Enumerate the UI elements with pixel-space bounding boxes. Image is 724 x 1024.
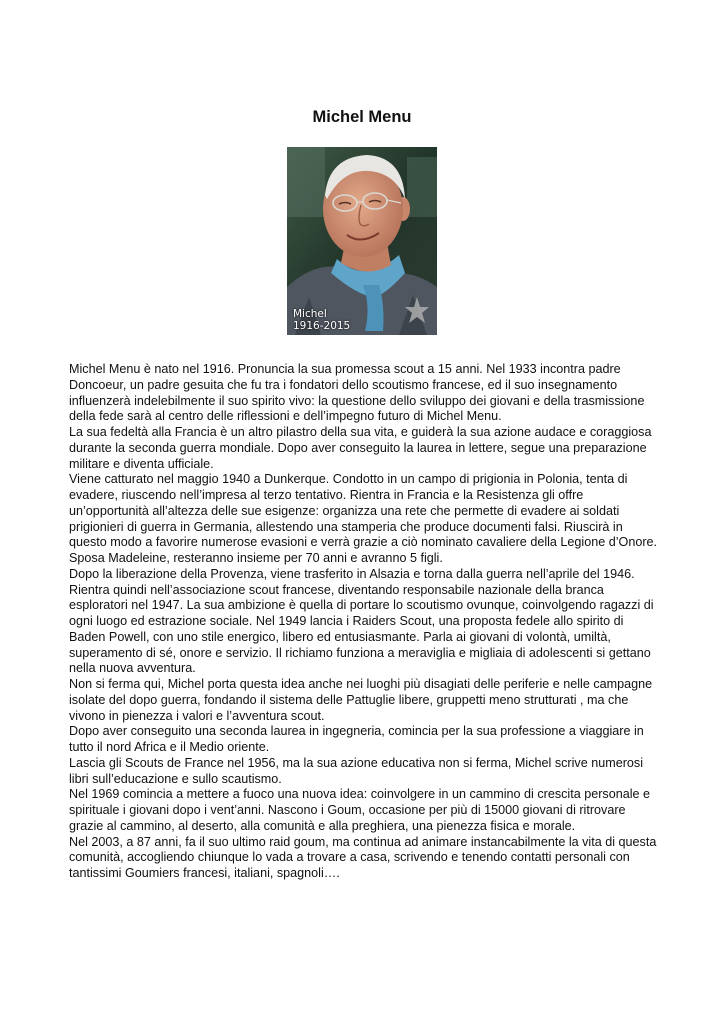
portrait-photo <box>287 147 437 335</box>
paragraph: Dopo la liberazione della Provenza, viene trasferito in Alsazia e torna dalla guerra nell’aprile del 1946. Rientra quindi nell’associazione scout francese, diventando responsabile nazionale della branca esploratori nel 1947. La sua ambizione è quella di portare lo scoutismo ovunque, coinvolgendo ragazzi di ogni luogo ed estrazione sociale. Nel 1949 lancia i Raiders Scout, una proposta fedele allo spirito di Baden Powell, con uno stile energico, libero ed entusiasmante. Parla ai giovani di volontà, umiltà, superamento di sé, onore e servizio. Il richiamo funziona a meraviglia e migliaia di adolescenti si gettano nella nuova avventura. <box>69 566 654 676</box>
paragraph: Nel 1969 comincia a mettere a fuoco una nuova idea: coinvolgere in un cammino di crescita personale e spirituale i giovani dopo i vent’anni. Nascono i Goum, occasione per più di 15000 giovani di ritrovare grazie al cammino, al deserto, alla comunità e alla preghiera, una pienezza fisica e morale. <box>69 787 651 833</box>
paragraph: Michel Menu è nato nel 1916. Pronuncia la sua promessa scout a 15 anni. Nel 1933 incontra padre Doncoeur, un padre gesuita che fu tra i fondatori dello scoutismo francese, ed il suo insegnamento influenzerà indelebilmente il suo spirito vivo: la questione dello sviluppo dei giovani e della trasmissione della fede sarà al centro delle riflessioni e dell’impegno futuro di Michel Menu. <box>69 362 645 424</box>
paragraph: Dopo aver conseguito una seconda laurea in ingegneria, comincia per la sua professione a viaggiare in tutto il nord Africa e il Medio oriente. <box>69 724 644 754</box>
page-title: Michel Menu <box>312 108 412 126</box>
portrait-illustration <box>287 147 437 335</box>
paragraph: Lascia gli Scouts de France nel 1956, ma la sua azione educativa non si ferma, Michel scrive numerosi libri sull’educazione e sullo scautismo. <box>69 755 644 786</box>
photo-caption-dates: 1916-2015 <box>293 320 351 332</box>
paragraph: Non si ferma qui, Michel porta questa idea anche nei luoghi più disagiati delle periferie e nelle campagne isolate del dopo guerra, fondando il sistema delle Pattuglie libere, gruppetti meno strutturati , ma che vivono in pienezza i valori e l’avventura scout. <box>69 677 653 723</box>
paragraph: Viene catturato nel maggio 1940 a Dunkerque. Condotto in un campo di prigionia in Polonia, tenta di evadere, riuscendo nell’impresa al terzo tentativo. Rientra in Francia e la Resistenza gli offre un’opportunità all’altezza delle sue esigenze: organizza una rete che permette di evadere ai soldati prigionieri di guerra in Germania, allestendo una stamperia che produce documenti falsi. Riuscirà in questo modo a favorire numerose evasioni e verrà grazie a ciò nominato cavaliere della Legione d’Onore. Sposa Madeleine, resteranno insieme per 70 anni e avranno 5 figli. <box>69 472 658 565</box>
paragraph: Nel 2003, a 87 anni, fa il suo ultimo raid goum, ma continua ad animare instancabilmente la vita di questa comunità, accogliendo chiunque lo vada a trovare a casa, scrivendo e tenendo contatti personali con tantissimi Goumiers francesi, italiani, spagnoli…. <box>69 834 657 880</box>
paragraph: La sua fedeltà alla Francia è un altro pilastro della sua vita, e guiderà la sua azione audace e coraggiosa durante la seconda guerra mondiale. Dopo aver conseguito la laurea in lettere, segue una preparazione militare e diventa ufficiale. <box>69 425 652 471</box>
photo-caption <box>293 308 350 332</box>
photo-caption-name: Michel <box>293 308 327 320</box>
biography-text <box>69 362 659 882</box>
